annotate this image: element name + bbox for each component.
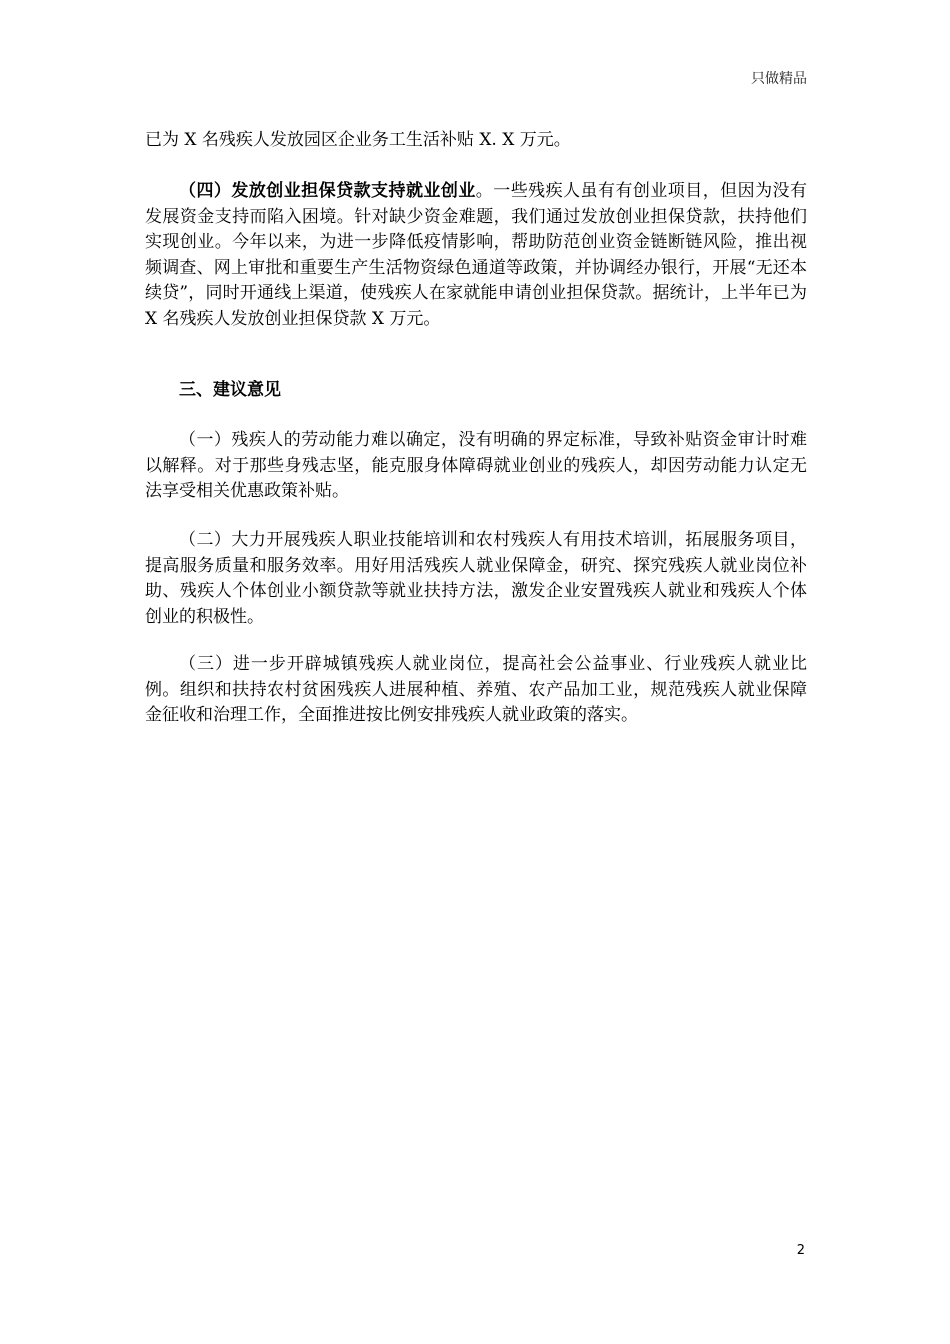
paragraph-loan-support xyxy=(145,179,807,332)
section-title: 三、建议意见 xyxy=(179,380,281,400)
suggestion-item-2 xyxy=(145,528,807,630)
page-number: 2 xyxy=(796,1243,805,1258)
paragraph-text: （三）进一步开辟城镇残疾人就业岗位，提高社会公益事业、行业残疾人就业比例。组织和扶持农村贫困残疾人进展种植、养殖、农产品加工业，规范残疾人就业保障金征收和治理工作，全面推进按比例安排残疾人就业政策的落实。 xyxy=(145,654,807,725)
page-header: 只做精品 xyxy=(751,71,807,87)
paragraph-text: 。一些残疾人虽有有创业项目，但因为没有发展资金支持而陷入困境。针对缺少资金难题，我们通过发放创业担保贷款，扶持他们实现创业。今年以来，为进一步降低疫情影响，帮助防范创业资金链断链风险，推出视频调查、网上审批和重要生产生活物资绿色通道等政策，并协调经办银行，开展“无还本续贷”，同时开通线上渠道，使残疾人在家就能申请创业担保贷款。据统计，上半年已为 X 名残疾人发放创业担保贷款 X 万元。 xyxy=(145,181,808,329)
suggestion-item-1 xyxy=(145,428,807,505)
suggestion-item-3 xyxy=(145,652,807,729)
paragraph-text: （二）大力开展残疾人职业技能培训和农村残疾人有用技术培训，拓展服务项目，提高服务质量和服务效率。用好用活残疾人就业保障金，研究、探究残疾人就业岗位补助、残疾人个体创业小额贷款等就业扶持方法，激发企业安置残疾人就业和残疾人个体创业的积极性。 xyxy=(145,530,807,627)
paragraph-subsidy-summary xyxy=(145,128,807,154)
paragraph-heading: （四）发放创业担保贷款支持就业创业 xyxy=(179,181,476,201)
paragraph-text: 已为 X 名残疾人发放园区企业务工生活补贴 X. X 万元。 xyxy=(145,130,571,150)
section-heading xyxy=(145,378,807,404)
paragraph-text: （一）残疾人的劳动能力难以确定，没有明确的界定标准，导致补贴资金审计时难以解释。对于那些身残志坚，能克服身体障碍就业创业的残疾人，却因劳动能力认定无法享受相关优惠政策补贴。 xyxy=(145,430,807,501)
